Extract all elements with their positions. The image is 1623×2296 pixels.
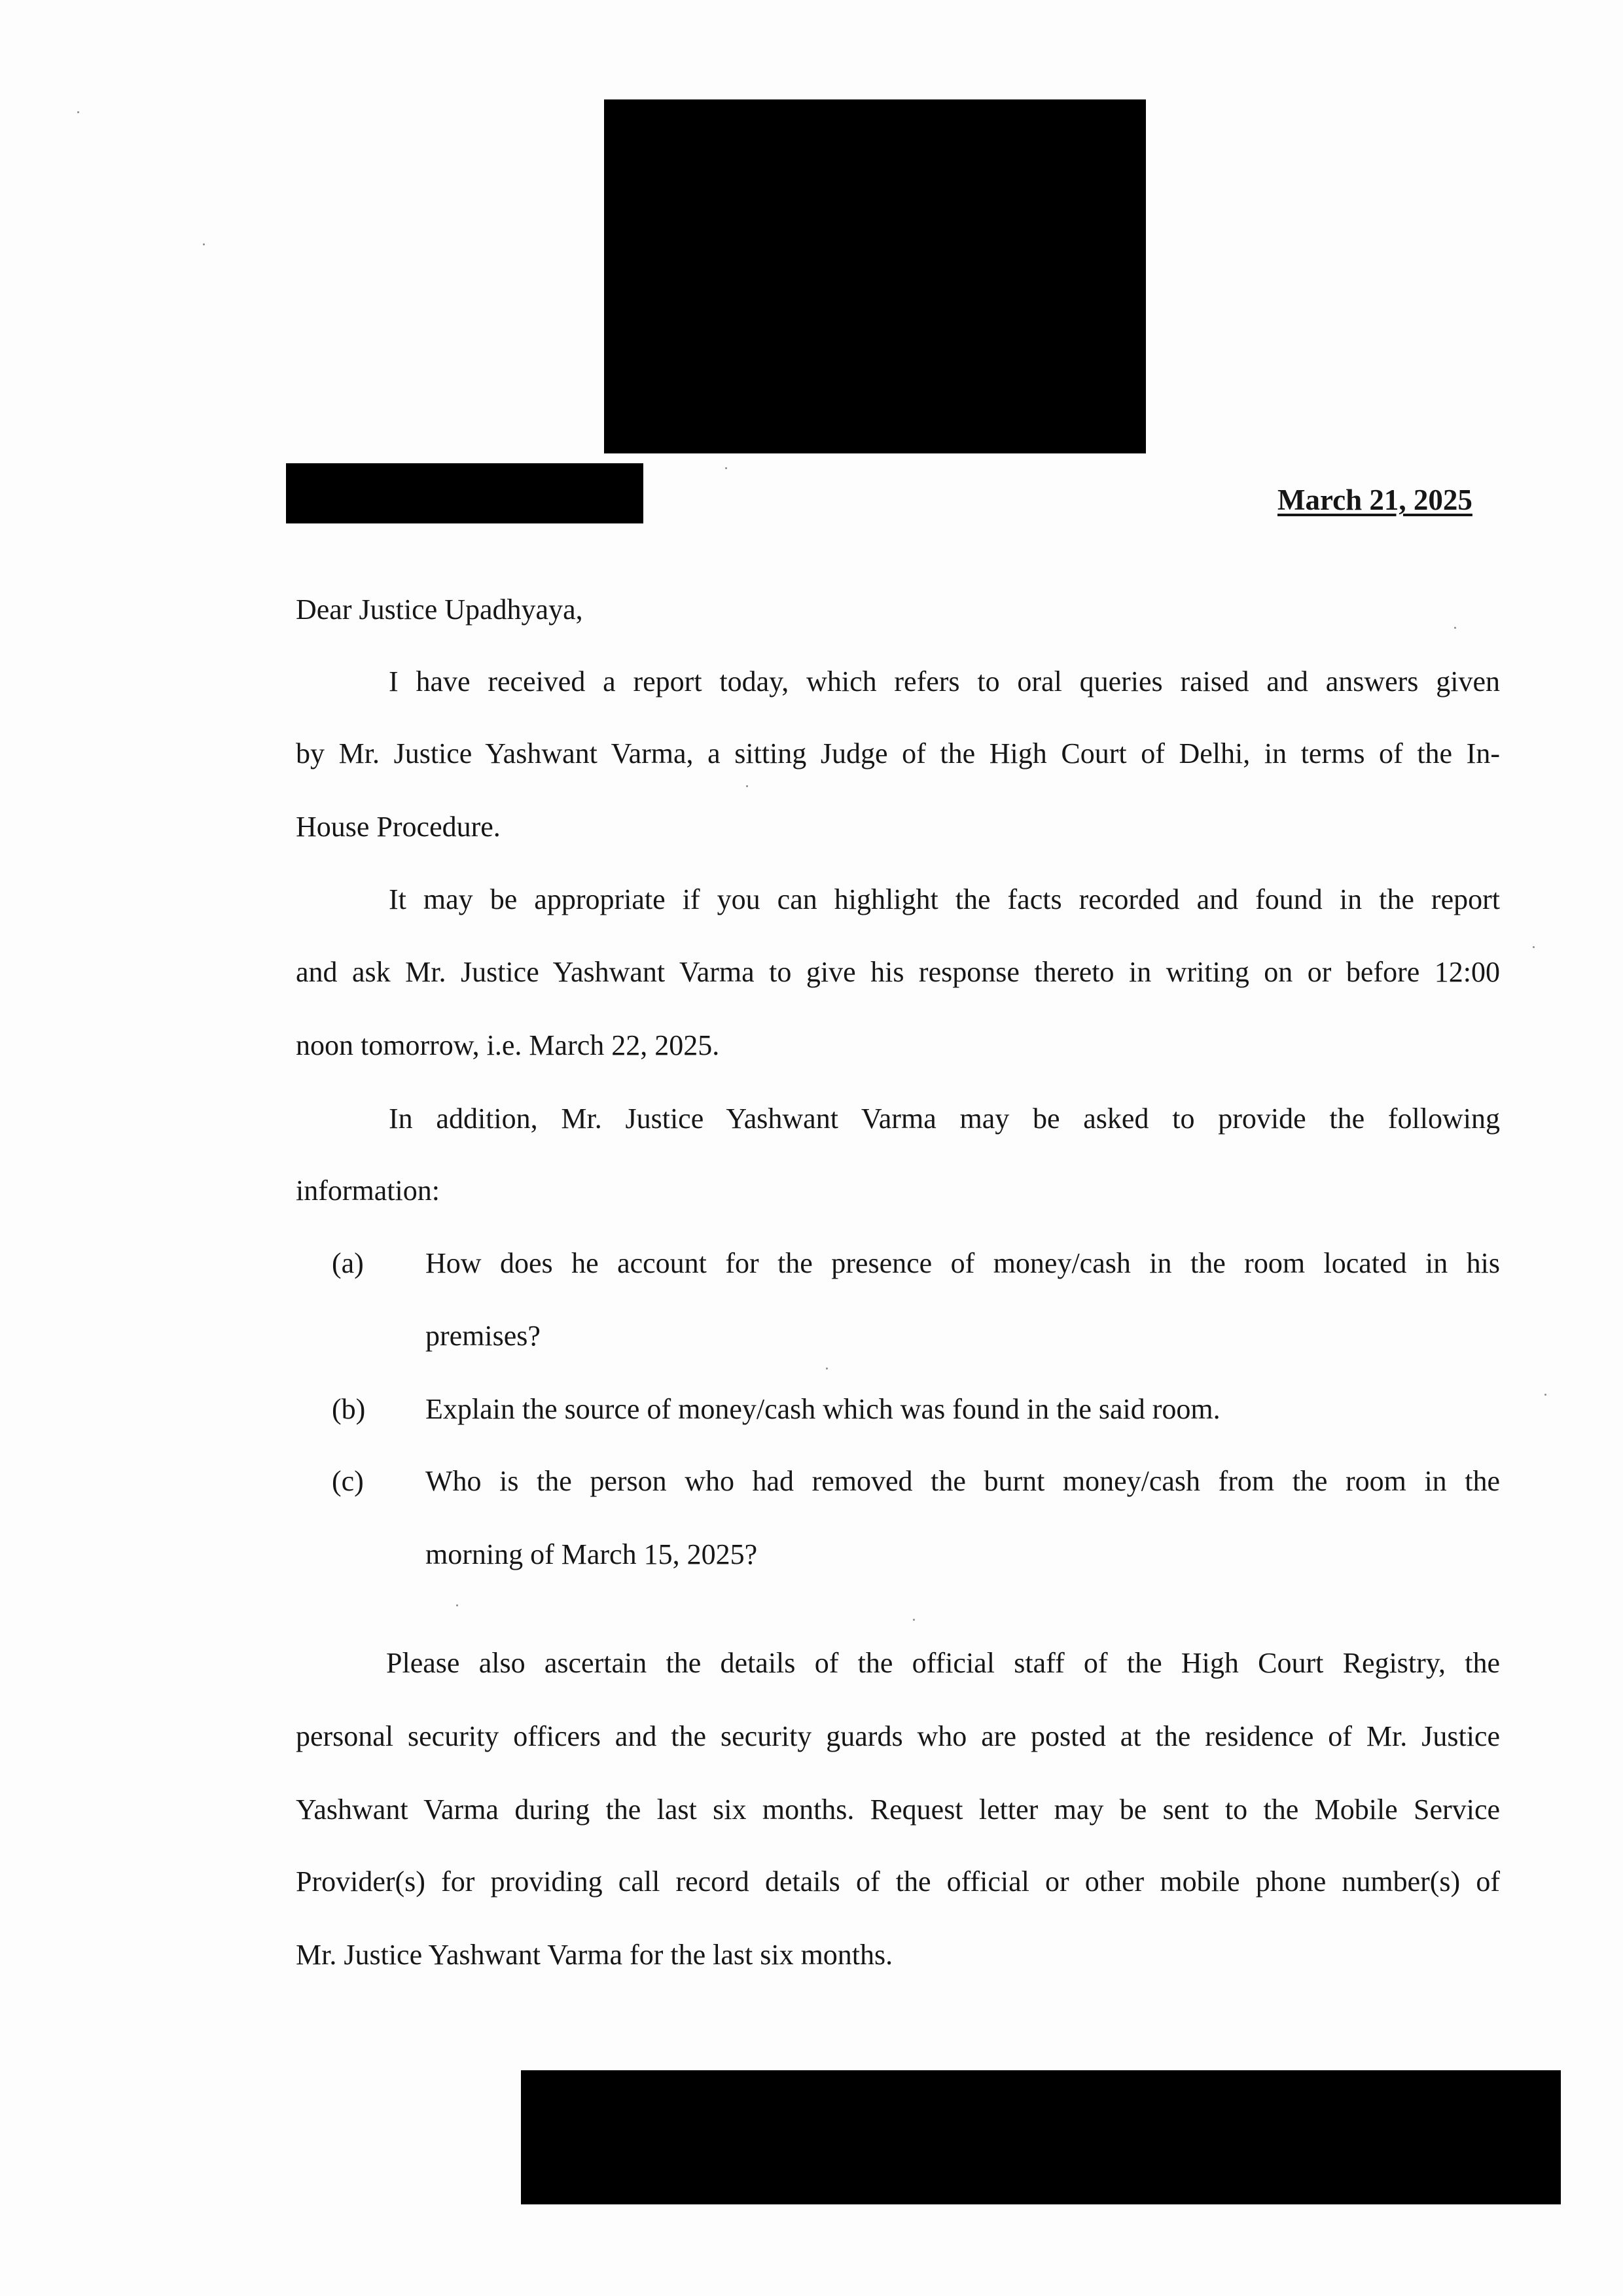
scan-speck — [1454, 627, 1456, 629]
paragraph-2-line-3: noon tomorrow, i.e. March 22, 2025. — [296, 1029, 720, 1061]
paragraph-3-line-1: In addition, Mr. Justice Yashwant Varma may be asked to provide the following — [389, 1103, 1500, 1135]
item-a-label: (a) — [332, 1247, 364, 1279]
scan-speck — [1533, 946, 1535, 948]
scan-speck — [1544, 1394, 1546, 1396]
redaction-block-signature — [521, 2070, 1561, 2204]
scan-speck — [456, 1604, 458, 1606]
scan-speck — [826, 1368, 828, 1369]
paragraph-3-line-2: information: — [296, 1174, 440, 1207]
scan-speck — [203, 243, 205, 245]
item-a-line-2: premises? — [425, 1320, 541, 1352]
redaction-block-reference — [286, 463, 643, 523]
paragraph-1-line-3: House Procedure. — [296, 811, 501, 843]
paragraph-4-line-4: Provider(s) for providing call record details of the official or other mobile phone number(s) of — [296, 1865, 1500, 1898]
item-b-line-1: Explain the source of money/cash which was found in the said room. — [425, 1393, 1221, 1425]
paragraph-2-line-2: and ask Mr. Justice Yashwant Varma to give his response thereto in writing on or before 12:00 — [296, 956, 1500, 988]
paragraph-2-line-1: It may be appropriate if you can highlight the facts recorded and found in the report — [389, 883, 1500, 915]
letter-date: March 21, 2025 — [1277, 484, 1472, 516]
item-b-label: (b) — [332, 1393, 366, 1425]
item-c-label: (c) — [332, 1465, 364, 1497]
scan-speck — [913, 1619, 915, 1621]
redaction-block-letterhead — [604, 99, 1146, 453]
paragraph-4-line-2: personal security officers and the security guards who are posted at the residence of Mr. Justice — [296, 1720, 1500, 1752]
item-c-line-2: morning of March 15, 2025? — [425, 1538, 758, 1570]
salutation: Dear Justice Upadhyaya, — [296, 593, 583, 626]
item-c-line-1: Who is the person who had removed the burnt money/cash from the room in the — [425, 1465, 1500, 1497]
paragraph-4-line-1: Please also ascertain the details of the official staff of the High Court Registry, the — [386, 1647, 1500, 1679]
scan-speck — [77, 111, 79, 113]
paragraph-1-line-1: I have received a report today, which refers to oral queries raised and answers given — [389, 665, 1500, 698]
paragraph-1-line-2: by Mr. Justice Yashwant Varma, a sitting Judge of the High Court of Delhi, in terms of the In- — [296, 737, 1500, 769]
scan-speck — [746, 785, 748, 787]
paragraph-4-line-5: Mr. Justice Yashwant Varma for the last six months. — [296, 1939, 893, 1971]
item-a-line-1: How does he account for the presence of money/cash in the room located in his — [425, 1247, 1500, 1279]
scan-speck — [725, 467, 727, 469]
paragraph-4-line-3: Yashwant Varma during the last six months. Request letter may be sent to the Mobile Service — [296, 1793, 1500, 1826]
